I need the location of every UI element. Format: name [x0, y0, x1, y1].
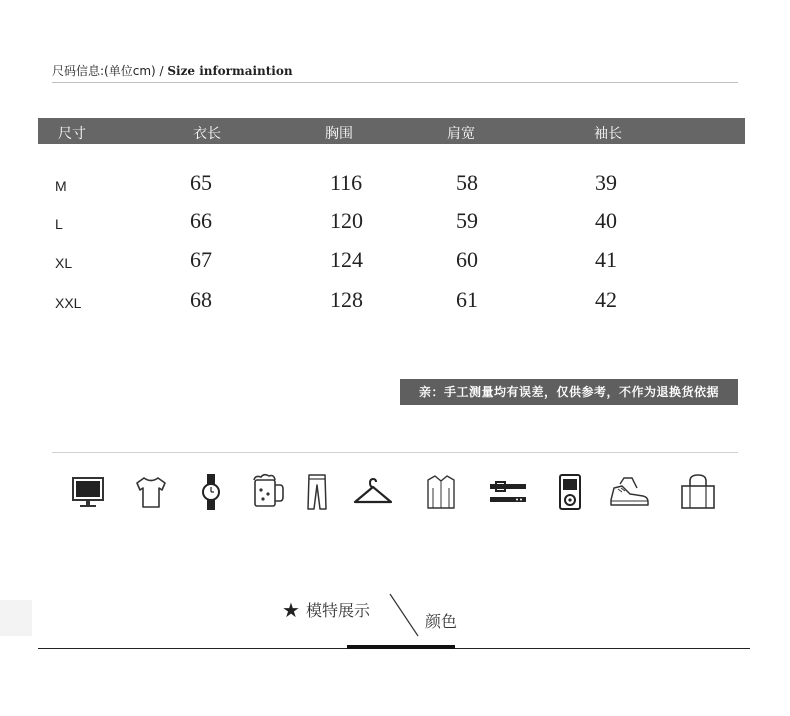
header-shoulder: 肩宽 [447, 126, 475, 142]
belt-icon [486, 470, 530, 514]
length-cell: 67 [190, 247, 212, 272]
star-icon: ★ [282, 597, 300, 622]
shoulder-cell: 60 [456, 247, 478, 272]
table-row [0, 208, 790, 246]
watch-icon [189, 470, 233, 514]
chest-cell: 120 [330, 208, 363, 233]
tab-color[interactable]: 颜色 [425, 612, 458, 631]
size-info-title [52, 62, 738, 79]
header-sleeve: 袖长 [594, 126, 622, 142]
sleeve-cell: 40 [595, 208, 617, 233]
chest-cell: 124 [330, 247, 363, 272]
mp3-player-icon [548, 470, 592, 514]
chest-cell: 128 [330, 287, 363, 312]
shoulder-cell: 59 [456, 208, 478, 233]
tab-model-label: 模特展示 [305, 601, 370, 620]
size-cell: XXL [55, 295, 82, 311]
beer-mug-icon [245, 470, 289, 514]
size-cell: XL [55, 255, 73, 271]
sleeve-cell: 42 [595, 287, 617, 312]
size-info-title-cn: 尺码信息:(单位cm) / [52, 64, 168, 78]
tab-model-display[interactable] [282, 598, 370, 621]
shoulder-cell: 58 [456, 170, 478, 195]
header-size: 尺寸 [58, 126, 86, 142]
length-cell: 68 [190, 287, 212, 312]
size-cell: L [55, 216, 63, 232]
length-cell: 65 [190, 170, 212, 195]
shirt-icon [419, 470, 463, 514]
size-info-title-en: Size informaintion [167, 64, 293, 78]
sneaker-icon [608, 470, 652, 514]
edge-block [0, 600, 32, 636]
length-cell: 66 [190, 208, 212, 233]
size-table-header [38, 118, 745, 144]
hanger-icon [351, 470, 395, 514]
table-row [0, 170, 790, 208]
header-chest: 胸围 [325, 126, 353, 142]
table-row [0, 287, 790, 325]
divider [52, 452, 738, 453]
tab-separator [386, 592, 426, 638]
shoulder-cell: 61 [456, 287, 478, 312]
size-cell: M [55, 178, 67, 194]
monitor-icon [66, 470, 110, 514]
header-length: 衣长 [193, 126, 221, 142]
divider [52, 82, 738, 83]
shopping-bag-icon [676, 470, 720, 514]
measurement-disclaimer: 亲：手工测量均有误差，仅供参考，不作为退换货依据 [400, 379, 738, 405]
active-tab-indicator [347, 645, 455, 649]
jeans-icon [295, 470, 339, 514]
sleeve-cell: 39 [595, 170, 617, 195]
chest-cell: 116 [330, 170, 363, 195]
tshirt-icon [129, 470, 173, 514]
sleeve-cell: 41 [595, 247, 617, 272]
table-row [0, 247, 790, 285]
